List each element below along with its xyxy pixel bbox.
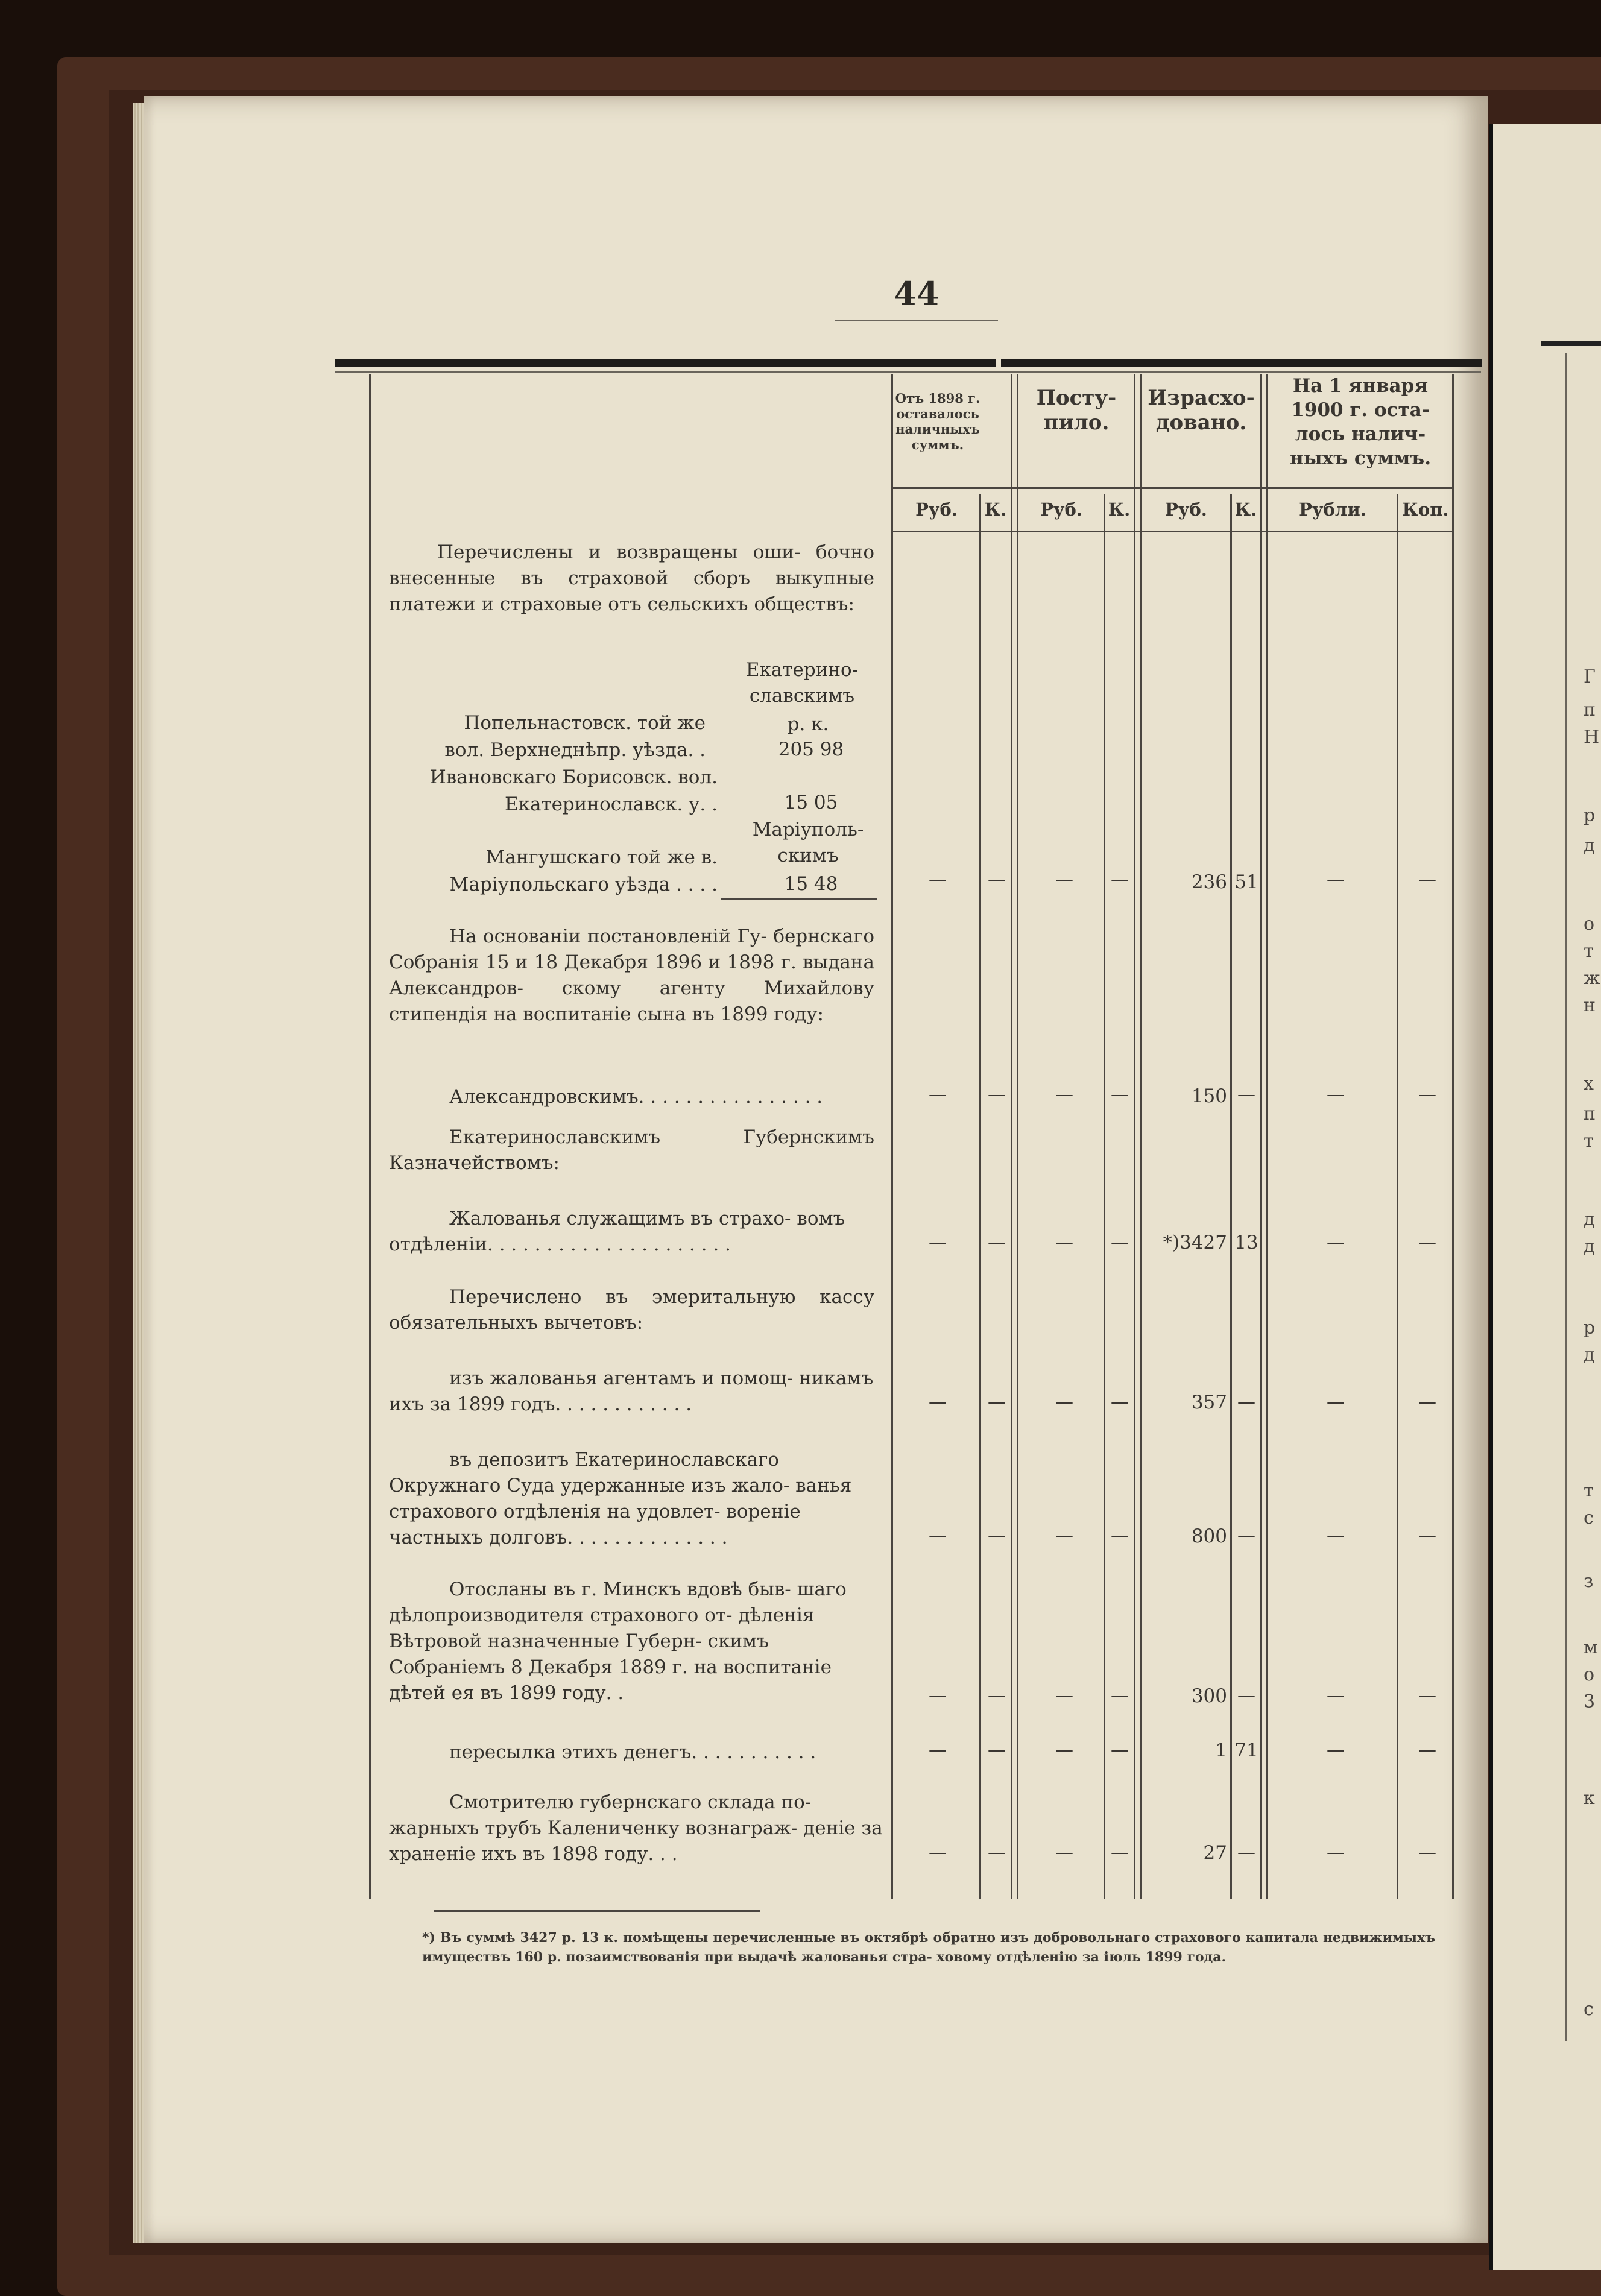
value-dash: — <box>1327 1084 1345 1105</box>
value-dash: — <box>1418 1685 1436 1706</box>
entry-text: На основаніи постановленій Гу- бернскаго Собранія 15 и 18 Декабря 1896 и 1898 г. выдана Александров- скому агенту Михайлову стипендія на воспитаніе сына въ 1899 году: <box>389 926 874 1025</box>
entry-subline: Ивановскаго Борисовск. вол. Екатеринославск. у. . <box>429 766 718 815</box>
value-dash: — <box>1055 869 1073 891</box>
next-page-fragment: ж <box>1584 968 1600 989</box>
spent-rub: *)3427 <box>1163 1232 1227 1254</box>
next-page-fragment: 3 <box>1584 1691 1596 1712</box>
next-page-fragment: т <box>1584 1131 1594 1152</box>
next-page-fragment: о <box>1584 1664 1595 1685</box>
value-dash: — <box>1418 869 1436 891</box>
value-dash: — <box>1418 1525 1436 1547</box>
subheader-rub: Руб. <box>1165 499 1207 520</box>
footnote: *) Въ суммѣ 3427 р. 13 к. помѣщены перечисленные въ октябрѣ обратно изъ добровольнаго страхового капитала недвижимыхъ имуществъ 160 р. позаимствованія при выдачѣ жалованья стра- ховому отдѣленію за іюль 1899 года. <box>422 1930 1435 1965</box>
value-dash: — <box>1327 1392 1345 1413</box>
page-stack <box>133 102 145 2243</box>
value-dash: — <box>929 869 947 891</box>
entry-line: Отосланы въ г. Минскъ вдовѣ быв- шаго дѣлопроизводителя страхового от- дѣленія Вѣтровой назначенные Губерн- скимъ Собраніемъ 8 Декабря 1889 г. на воспитаніе дѣтей ея въ 1899 году. . <box>389 1578 847 1704</box>
value-dash: — <box>1237 1842 1255 1863</box>
value-dash: — <box>988 1685 1006 1706</box>
subheader-rub: Руб. <box>915 499 958 520</box>
value-dash: — <box>1055 1232 1073 1253</box>
sub-heading: Екатерино- славскимъ <box>745 659 859 707</box>
next-page-fragment: д <box>1584 1236 1595 1257</box>
next-page-fragment: д <box>1584 1345 1595 1366</box>
value-dash: — <box>1327 1842 1345 1863</box>
value-dash: — <box>1111 1685 1129 1706</box>
value-dash: — <box>929 1084 947 1105</box>
next-page-edge <box>1489 124 1601 2270</box>
subheader-kop: К. <box>1234 499 1257 520</box>
sub-rk-label: р. к. <box>787 713 829 735</box>
sub-value: 15 48 <box>784 873 838 895</box>
entry-line: Александровскимъ. . . . . . . . . . . . . . . . <box>449 1086 823 1108</box>
value-dash: — <box>1055 1739 1073 1761</box>
entry-line: въ депозитъ Екатеринославскаго Окружнаго Суда удержанные изъ жало- ванья страхового отдѣленія на удовлет- вореніе частныхъ долговъ. . . . . . . . . . . . . . <box>389 1449 852 1548</box>
spent-kop: 51 <box>1234 871 1258 893</box>
subheader-rubli: Рубли. <box>1299 499 1366 520</box>
table-top-rule-right <box>1001 359 1482 367</box>
spent-rub: 800 <box>1191 1525 1227 1547</box>
next-page-fragment: з <box>1584 1571 1594 1592</box>
next-page-fragment: н <box>1584 995 1596 1016</box>
next-page-fragment: р <box>1584 1317 1596 1339</box>
value-dash: — <box>1327 1739 1345 1761</box>
value-dash: — <box>1111 1084 1129 1105</box>
next-page-fragment: р <box>1584 805 1596 826</box>
next-page-fragment: Г <box>1584 666 1596 687</box>
spent-rub: 150 <box>1191 1085 1227 1107</box>
left-border-rule <box>369 374 371 1899</box>
header-col-spent: Израсхо- довано. <box>1148 386 1255 435</box>
next-page-fragment: д <box>1584 1209 1595 1230</box>
entry-subline: Попельнастовск. той же вол. Верхнеднѣпр. уѣзда. . <box>444 712 706 761</box>
col-divider <box>891 374 893 1899</box>
next-page-fragment: с <box>1584 1999 1594 2020</box>
value-dash: — <box>1111 1525 1129 1547</box>
value-dash: — <box>1327 1525 1345 1547</box>
col-divider <box>1134 374 1135 1899</box>
header-mid-rule <box>891 487 1453 489</box>
entry-text: Перечислены и возвращены оши- бочно внесенные въ страховой сборъ выкупные платежи и страховые отъ сельскихъ обществъ: <box>389 541 874 615</box>
subheader-kop: К. <box>984 499 1007 520</box>
value-dash: — <box>1418 1739 1436 1761</box>
value-dash: — <box>1418 1084 1436 1105</box>
value-dash: — <box>1237 1392 1255 1413</box>
value-dash: — <box>1418 1842 1436 1863</box>
next-page-column-rule <box>1565 353 1567 2041</box>
value-dash: — <box>1055 1525 1073 1547</box>
value-dash: — <box>1055 1392 1073 1413</box>
spent-rub: 1 <box>1215 1739 1227 1761</box>
spent-rub: 236 <box>1191 871 1227 893</box>
next-page-fragment: п <box>1584 1103 1596 1124</box>
next-page-fragment: о <box>1584 913 1595 935</box>
sub-heading: Маріуполь- скимъ <box>752 819 864 866</box>
right-border-rule <box>1452 374 1454 1899</box>
col-divider <box>1397 494 1398 1899</box>
page-number-rule <box>835 320 998 321</box>
subheader-kop: К. <box>1108 499 1131 520</box>
next-page-rule <box>1541 341 1601 346</box>
value-dash: — <box>929 1685 947 1706</box>
spent-kop: 13 <box>1234 1232 1258 1254</box>
entry-text: Екатеринославскимъ Губернскимъ Казначействомъ: <box>389 1126 874 1174</box>
col-divider <box>1011 374 1012 1899</box>
header-bottom-rule <box>891 531 1453 532</box>
next-page-fragment: п <box>1584 699 1596 721</box>
value-dash: — <box>1237 1685 1255 1706</box>
entry-line: изъ жалованья агентамъ и помощ- никамъ ихъ за 1899 годъ. . . . . . . . . . . . <box>389 1367 874 1415</box>
page-number: 44 <box>894 274 939 313</box>
value-dash: — <box>1111 1842 1129 1863</box>
value-dash: — <box>1327 1685 1345 1706</box>
spent-rub: 300 <box>1191 1685 1227 1707</box>
sub-value: 205 98 <box>778 739 844 760</box>
next-page-fragment: к <box>1584 1788 1595 1809</box>
value-dash: — <box>1055 1842 1073 1863</box>
spent-kop: 71 <box>1234 1739 1258 1761</box>
entry-line: Жалованья служащимъ въ страхо- вомъ отдѣленіи. . . . . . . . . . . . . . . . . . . . . <box>389 1208 845 1255</box>
value-dash: — <box>929 1392 947 1413</box>
value-dash: — <box>1237 1525 1255 1547</box>
value-dash: — <box>1327 1232 1345 1253</box>
value-dash: — <box>1111 1739 1129 1761</box>
value-dash: — <box>988 1392 1006 1413</box>
value-dash: — <box>929 1739 947 1761</box>
value-dash: — <box>929 1842 947 1863</box>
header-col-received: Посту- пило. <box>1036 386 1117 435</box>
entry-subline: Мангушскаго той же в. Маріупольскаго уѣзда . . . . <box>449 847 718 895</box>
value-dash: — <box>1055 1685 1073 1706</box>
value-dash: — <box>1111 1232 1129 1253</box>
entry-line: Смотрителю губернскаго склада по- жарныхъ трубъ Калениченку вознаграж- деніе за храненіе ихъ въ 1898 году. . . <box>389 1791 883 1865</box>
value-dash: — <box>988 869 1006 891</box>
entry-text: Перечислено въ эмеритальную кассу обязательныхъ вычетовъ: <box>389 1286 874 1334</box>
value-dash: — <box>1111 869 1129 891</box>
next-page-fragment: с <box>1584 1507 1594 1528</box>
col-divider <box>1266 374 1268 1899</box>
next-page-fragment: Н <box>1584 727 1600 748</box>
value-dash: — <box>929 1232 947 1253</box>
entry-line: пересылка этихъ денегъ. . . . . . . . . . . <box>449 1741 816 1763</box>
subtotal-rule <box>721 898 877 900</box>
value-dash: — <box>988 1842 1006 1863</box>
value-dash: — <box>929 1525 947 1547</box>
col-divider <box>1017 374 1018 1899</box>
col-divider <box>979 494 981 1899</box>
value-dash: — <box>988 1084 1006 1105</box>
col-divider <box>1260 374 1262 1899</box>
table-top-rule <box>335 359 996 367</box>
value-dash: — <box>1327 869 1345 891</box>
value-dash: — <box>1055 1084 1073 1105</box>
header-col-balance-1898: Отъ 1898 г. оставалось наличныхъ суммъ. <box>895 391 980 452</box>
value-dash: — <box>1237 1084 1255 1105</box>
next-page-fragment: т <box>1584 1480 1594 1501</box>
value-dash: — <box>1111 1392 1129 1413</box>
col-divider <box>1140 374 1142 1899</box>
value-dash: — <box>1418 1392 1436 1413</box>
footnote-rule <box>434 1910 760 1912</box>
spent-rub: 357 <box>1191 1392 1227 1413</box>
value-dash: — <box>1418 1232 1436 1253</box>
next-page-fragment: х <box>1584 1073 1594 1094</box>
value-dash: — <box>988 1232 1006 1253</box>
subheader-kop: Коп. <box>1402 499 1449 520</box>
header-col-balance-1900: На 1 января 1900 г. оста- лось налич- ныхъ суммъ. <box>1290 375 1431 469</box>
sub-value: 15 05 <box>784 792 838 813</box>
subheader-rub: Руб. <box>1040 499 1082 520</box>
next-page-fragment: д <box>1584 835 1595 856</box>
value-dash: — <box>988 1525 1006 1547</box>
table-top-thin-rule <box>335 371 1481 373</box>
value-dash: — <box>988 1739 1006 1761</box>
next-page-fragment: м <box>1584 1637 1598 1658</box>
spent-rub: 27 <box>1203 1842 1227 1864</box>
next-page-fragment: т <box>1584 941 1594 962</box>
